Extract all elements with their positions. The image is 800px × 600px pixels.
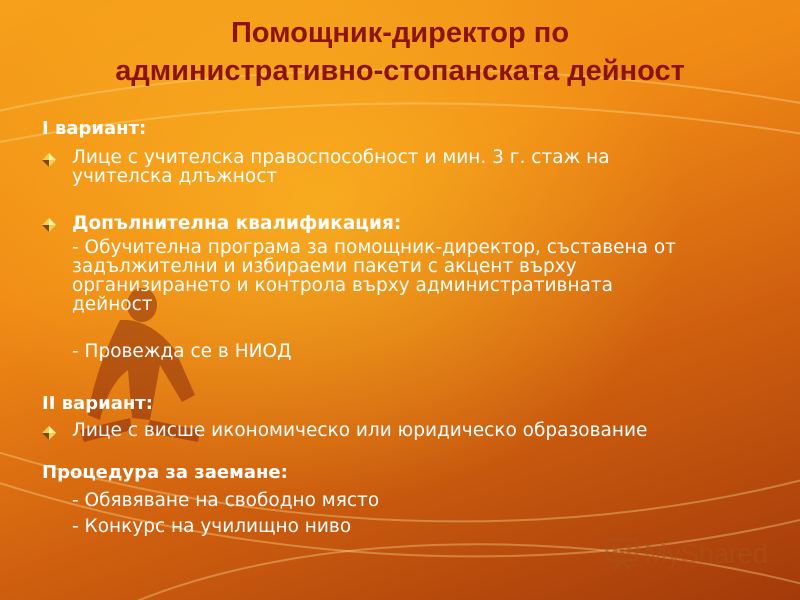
procedure-heading: Процедура за заемане: bbox=[42, 462, 288, 483]
qualification-line: организирането и контрола върху административната bbox=[72, 275, 613, 296]
procedure-item: - Обявяване на свободно място bbox=[72, 490, 380, 511]
diamond-bullet-icon bbox=[42, 426, 56, 440]
variant2-bullet bbox=[42, 421, 792, 440]
bullet-text-line: Лице с висше икономическо или юридическо образование bbox=[72, 420, 648, 441]
diamond-bullet-icon bbox=[42, 218, 56, 232]
diamond-bullet-icon bbox=[42, 153, 56, 167]
procedure-item: - Конкурс на училищно ниво bbox=[72, 516, 352, 537]
title-line-2: административно-стопанската дейност bbox=[115, 55, 685, 87]
variant1-bullet-2 bbox=[42, 213, 792, 361]
qualification-line: - Провежда се в НИОД bbox=[72, 341, 292, 362]
variant1-heading: I вариант: bbox=[42, 118, 147, 139]
variant2-heading: II вариант: bbox=[42, 393, 153, 414]
myshared-logo bbox=[604, 536, 774, 572]
logo-text: MyShared bbox=[644, 538, 768, 569]
qualification-line: дейност bbox=[72, 294, 153, 315]
variant1-bullet-1 bbox=[42, 148, 792, 186]
qualification-heading: Допълнителна квалификация: bbox=[72, 213, 402, 234]
title-line-1: Помощник-директор по bbox=[230, 17, 570, 49]
qualification-line: - Обучителна програма за помощник-директор, съставена от bbox=[72, 237, 676, 258]
slide-content bbox=[42, 118, 792, 536]
bullet-text-line: Лице с учителска правоспособност и мин. 3 г. стаж на bbox=[72, 147, 610, 168]
presentation-board-icon bbox=[604, 537, 640, 571]
slide-title bbox=[0, 14, 800, 90]
qualification-line: задължителни и избираеми пакети с акцент върху bbox=[72, 256, 577, 277]
bullet-text-line: учителска длъжност bbox=[72, 166, 278, 187]
